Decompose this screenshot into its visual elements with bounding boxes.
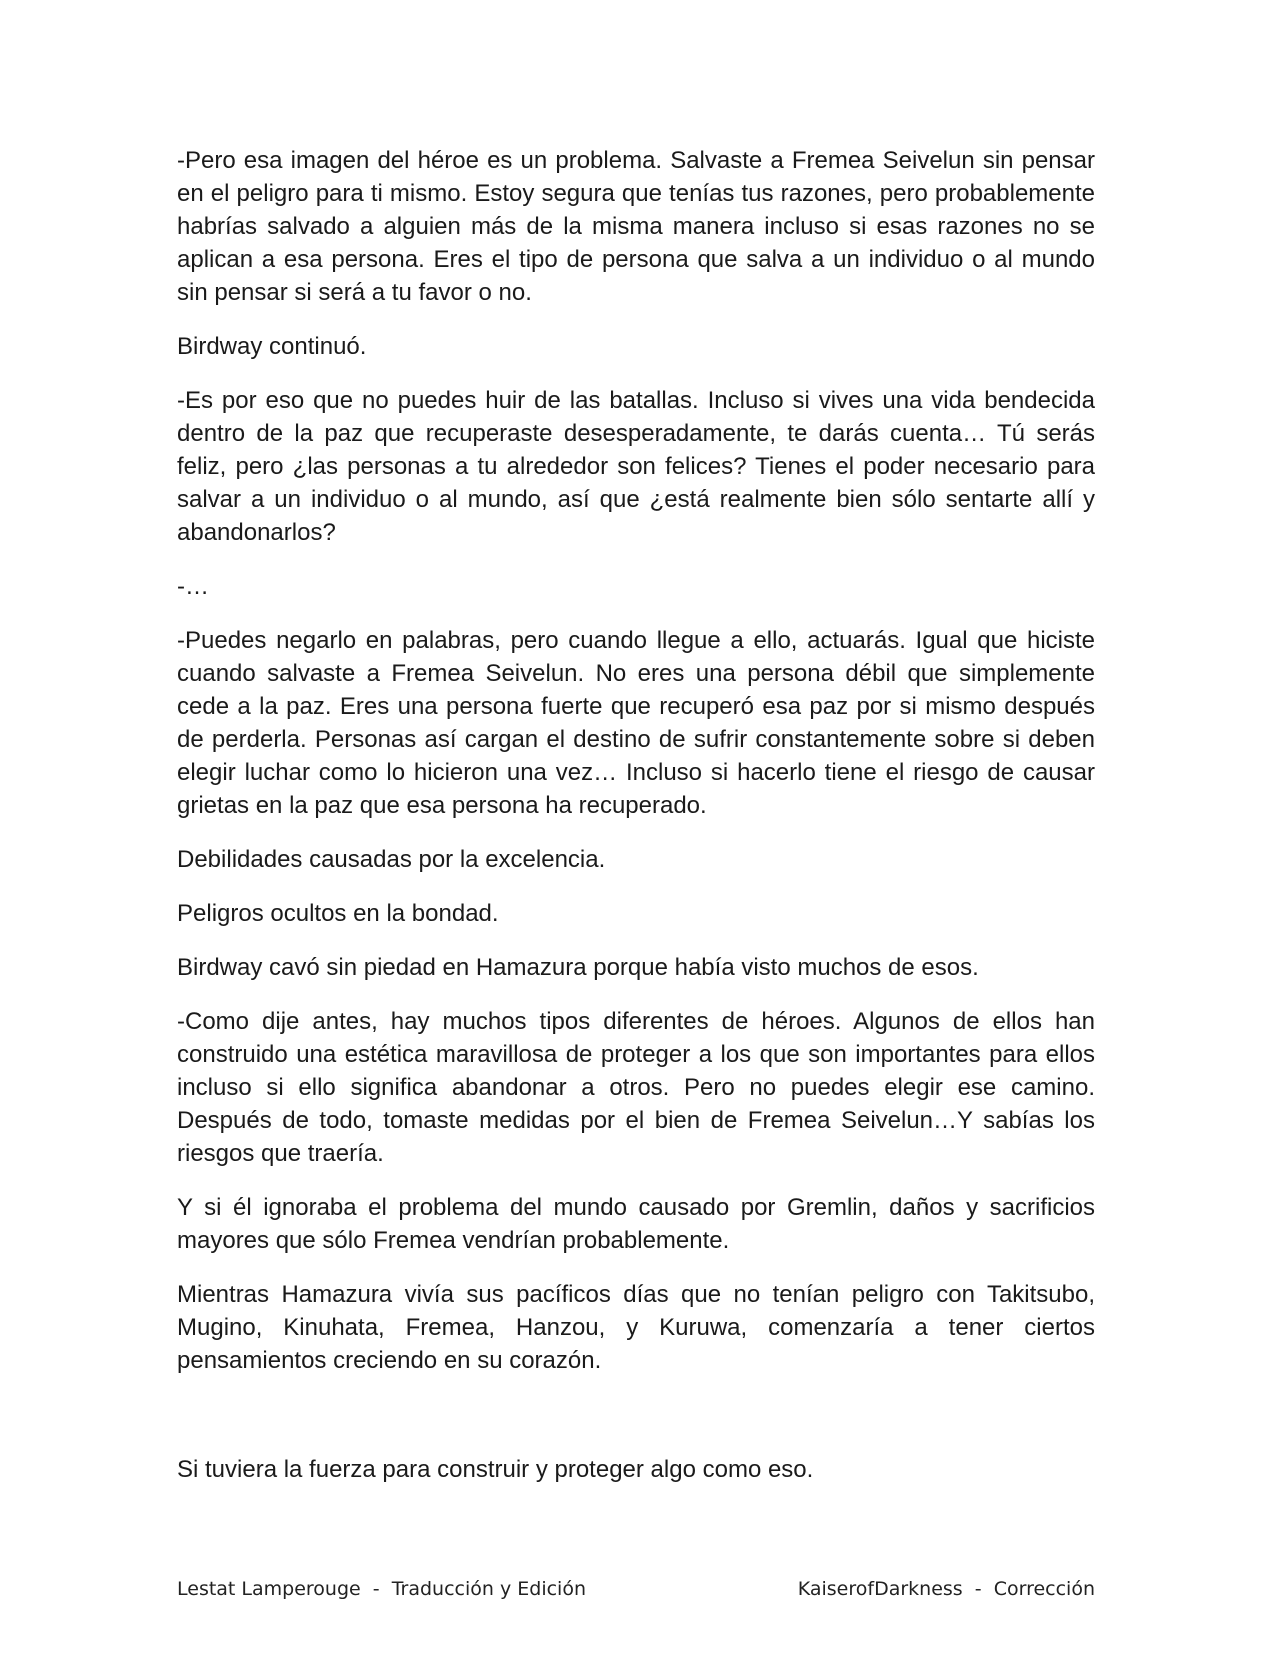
paragraph-10: Y si él ignoraba el problema del mundo causado por Gremlin, daños y sacrificios mayores que sólo Fremea vendrían probablemente. [177,1194,1095,1254]
paragraph-gap [177,1398,1095,1453]
paragraph-1: -Pero esa imagen del héroe es un problema. Salvaste a Fremea Seivelun sin pensar en el peligro para ti mismo. Estoy segura que tenías tus razones, pero probablemente habrías salvado a alguien más de la misma manera incluso si esas razones no se aplican a esa persona. Eres el tipo de persona que salva a un individuo o al mundo sin pensar si será a tu favor o no. [177,147,1095,306]
paragraph-6: Debilidades causadas por la excelencia. [177,846,606,873]
footer-credit-translation: Lestat Lamperouge - Traducción y Edición [177,1578,587,1600]
paragraph-9: -Como dije antes, hay muchos tipos diferentes de héroes. Algunos de ellos han construido una estética maravillosa de proteger a los que son importantes para ellos incluso si ello significa abandonar a otros. Pero no puedes elegir ese camino. Después de todo, tomaste medidas por el bien de Fremea Seivelun…Y sabías los riesgos que traería. [177,1008,1095,1167]
paragraph-5: -Puedes negarlo en palabras, pero cuando llegue a ello, actuarás. Igual que hiciste cuando salvaste a Fremea Seivelun. No eres una persona débil que simplemente cede a la paz. Eres una persona fuerte que recuperó esa paz por si mismo después de perderla. Personas así cargan el destino de sufrir constantemente sobre si deben elegir luchar como lo hicieron una vez… Incluso si hacerlo tiene el riesgo de causar grietas en la paz que esa persona ha recuperado. [177,627,1095,819]
page-footer [177,1578,1095,1600]
paragraph-3: -Es por eso que no puedes huir de las batallas. Incluso si vives una vida bendecida dentro de la paz que recuperaste desesperadamente, te darás cuenta… Tú serás feliz, pero ¿las personas a tu alrededor son felices? Tienes el poder necesario para salvar a un individuo o al mundo, así que ¿está realmente bien sólo sentarte allí y abandonarlos? [177,387,1095,546]
body-text [177,144,1095,1507]
paragraph-4: -… [177,573,209,600]
paragraph-11: Mientras Hamazura vivía sus pacíficos días que no tenían peligro con Takitsubo, Mugino, Kinuhata, Fremea, Hanzou, y Kuruwa, comenzaría a tener ciertos pensamientos creciendo en su corazón. [177,1281,1095,1374]
paragraph-12: Si tuviera la fuerza para construir y proteger algo como eso. [177,1456,814,1483]
paragraph-7: Peligros ocultos en la bondad. [177,900,499,927]
paragraph-2: Birdway continuó. [177,333,367,360]
footer-credit-correction: KaiserofDarkness - Corrección [797,1578,1095,1600]
paragraph-8: Birdway cavó sin piedad en Hamazura porque había visto muchos de esos. [177,954,979,981]
